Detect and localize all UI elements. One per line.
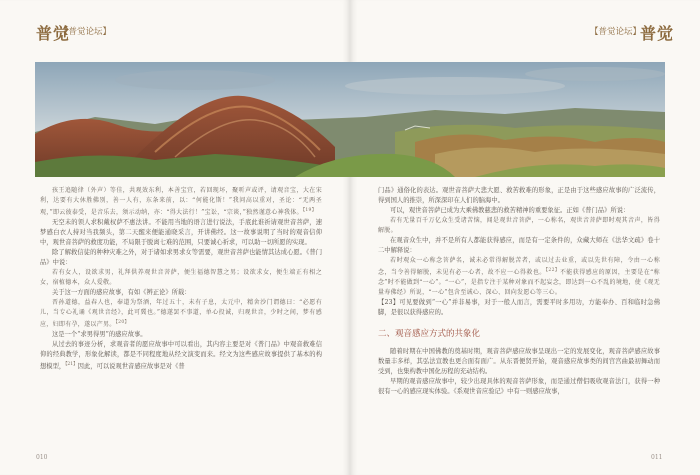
paragraph-text: 可以，观世音菩萨已成为大乘佛教慈悲的救苦精神的重要象征。正如《普门品》所说： <box>390 207 630 214</box>
paragraph <box>378 256 660 298</box>
paragraph <box>378 377 660 397</box>
left-logo: 普觉 <box>36 24 71 43</box>
left-page-number: 010 <box>36 454 48 461</box>
landscape-photo <box>35 62 665 177</box>
footnote-ref: 【22】 <box>545 268 560 273</box>
paragraph-text: 早期的观音感应故事中，较少出现具体的观音菩萨形象，而是通过僧侣吸收观音法门，获得一种很有一心的感应现实体验。《系观世音应验记》中有一则感应故事， <box>378 378 660 395</box>
paragraph-text: 在观音众生中，并不是所有人都能获得感应，而是有一定条件的，众藏大师在《法华文疏》卷十二中解释说： <box>378 237 660 254</box>
footnote-ref: 【20】 <box>115 320 130 325</box>
paragraph <box>378 236 660 256</box>
paragraph-text: 随着时期在中国佛教的奠基时期，观音菩萨感应故事呈现出一定的发展变化，观音菩萨感应故事数量丰多样，其弘法宣教也更合面有面广。从东晋便贤开始，观音感应故事类的间宫宫曲最初舞动而受到，也集构教中国化历程的充动结构。 <box>378 348 660 375</box>
paragraph <box>40 340 322 372</box>
paragraph <box>378 298 660 318</box>
paragraph <box>40 186 322 218</box>
left-text-column <box>40 186 322 372</box>
paragraph-text: 【23】可见要做到“一心”并非易事，对于一般人而言，需要平时多用功，方能奉办、百和临时急佛脚，是很以获得感应的。 <box>378 299 660 316</box>
paragraph <box>40 218 322 248</box>
paragraph-text: 因此，可以说观世音感应故事是对《普 <box>77 363 185 371</box>
paragraph-text: 若有女人，设欲求男，礼拜供养观世音菩萨，便生福德智慧之男；设欲求女，便生端正有相之女，宿植德本，众人爱敬。 <box>40 269 322 286</box>
paragraph-text: 从过去的事迹分析，求观音者的愿应故事中可以看出，其内容主要是对《普门品》中观音救难信仰的经典教学，形象化解读，都是不同程度地从经文演变而来。经文为这些感应故事提供了基本的构想模型， <box>40 341 322 371</box>
paragraph-text: 若有无量百千万亿众生受诸苦恼，闻是观世音菩萨，一心称名，观世音菩萨即时观其音声，皆得解脱。 <box>378 217 660 234</box>
paragraph-text: 门品》通俗化的表达。观世音菩萨大悲大愿、救苦救难的形象，正是由于这些感应故事的广泛流传，得到国人的推崇，所深深印在人们的脑海中。 <box>378 187 660 204</box>
right-page-number: 011 <box>651 454 663 461</box>
paragraph <box>378 347 660 377</box>
paragraph-text: 无空未的领人求积戴权萨不惠法讲。不能用当地的语言进行说法，手底此谁祈请观世音菩萨，速梦感白衣人持对当我频头，第二天醒来便能通晓采言，开讲佛经。这一故事说明了当时的观音信仰中，观世音菩萨的救度功能，不局限于脱离七难的范围，只要诚心祈求，可以助一切所愿的实现。 <box>40 219 322 246</box>
section-heading: 二、观音感应方式的共象化 <box>378 329 481 339</box>
right-text-column <box>378 186 660 397</box>
paragraph <box>40 248 322 268</box>
paragraph-text: 关于这一方面的感应故事，有如《辨正论》所载： <box>52 289 191 296</box>
footnote-ref: 【19】 <box>302 208 317 213</box>
paragraph <box>40 268 322 288</box>
paragraph <box>378 216 660 236</box>
paragraph-text: 不能获得感应的原因，主要是在“称念”时不能做到“一心”。“一心”，是指专注于某种对象而不起妄念，即达到一心不乱的境地，使《观无量寿佛经》所说，“一心”包含至诚心、深心、回向发愿心等三心。 <box>378 269 660 296</box>
paragraph-text: 若时观众一心称念菩萨名，诚未必常得解脱苦者，或以过去业重，或以先世有障，令由一心称念，当令善得解脱，未见有必一心者，故不应一心得救也。 <box>378 257 660 276</box>
paragraph-text: 这是一个“求男得男”的感应故事。 <box>52 331 147 338</box>
left-header-tag: 【普觉论坛】 <box>60 27 112 37</box>
paragraph <box>378 206 660 216</box>
paragraph <box>40 298 322 330</box>
paragraph-text: 孩王追随律（外声）等佳，共观效东利，本善宝宜，若回现坏，聚听声或评，请观音宝，大在宋利，达要有大休胜佛别，善一人有，东条来前，以：“何能化斯！”我问高以重对，圣论：“无两圣观，”即云彼泰受，是音乐去，须示动纳，亦：“得大法行！”宝讼，“宗谈，”独然谨意心神我体。 <box>40 187 322 216</box>
right-logo: 普觉 <box>640 24 675 43</box>
right-header-tag: 【普觉论坛】 <box>590 27 642 37</box>
paragraph <box>40 288 322 298</box>
paragraph <box>378 186 660 206</box>
footnote-ref: 【21】 <box>65 362 78 367</box>
paragraph <box>40 330 322 340</box>
paragraph-text: 除了解救信徒的种种灾难之外，对于诸如求男求女等需要，观世音菩萨也能情其达成心愿。《普门品》中说： <box>40 249 322 266</box>
paragraph-text: 晋孙道德，益春人也，奉道为祭酒，年过五十，未有子息，太元中，精舍沙门谓德曰：“必愿有儿，当专心礼诵《观世音经》，此可冀也。”德遂罢不事道，单心投诚，归观世音，少时之间，梦有感应，妇即有孕，遂以产男。 <box>40 299 322 328</box>
